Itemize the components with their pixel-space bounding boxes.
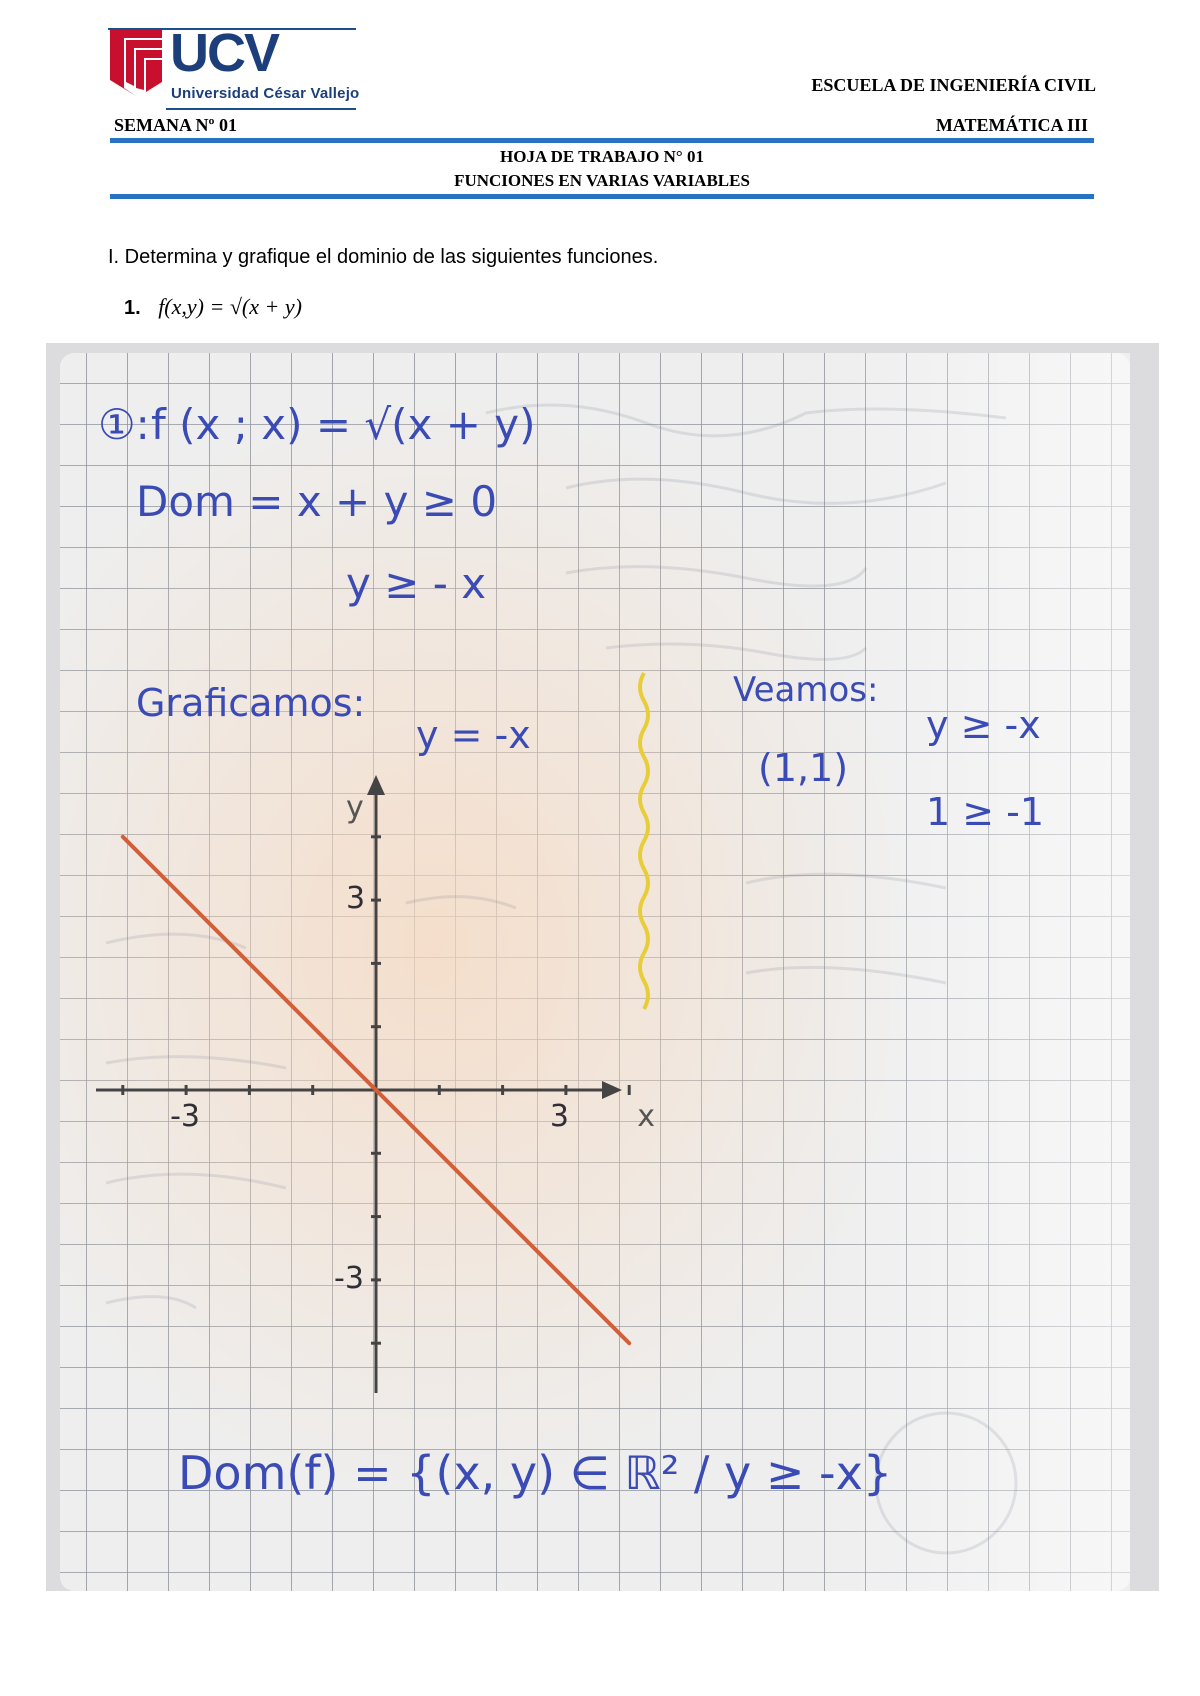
sheet-title: HOJA DE TRABAJO N° 01	[500, 147, 704, 166]
header-divider-bottom	[110, 194, 1094, 199]
line-equation-handwritten: y = -x	[416, 713, 531, 757]
logo-brand: UCV	[170, 23, 279, 83]
domain-line-handwritten: Dom = x + y ≥ 0	[136, 477, 498, 526]
problem-number: 1.	[124, 297, 141, 319]
y-axis-label: y	[346, 789, 364, 825]
header-divider-top	[110, 138, 1094, 143]
y-tick-label: -3	[334, 1260, 364, 1296]
week-label: SEMANA Nº 01	[114, 115, 237, 135]
ucv-shield-icon	[110, 30, 162, 96]
y-tick-label: 3	[346, 881, 366, 917]
solved-line-handwritten: y ≥ - x	[346, 559, 487, 608]
x-tick-label: -3	[170, 1099, 201, 1134]
x-axis-label: x	[637, 1099, 655, 1134]
check-heading-handwritten: Veamos:	[733, 670, 879, 710]
light-fade	[60, 353, 1130, 1591]
problem-statement	[124, 294, 302, 320]
function-line-handwritten: f (x ; x) = √(x + y)	[151, 400, 536, 449]
graph-heading-handwritten: Graficamos:	[136, 681, 366, 725]
instruction-text: I. Determina y grafique el dominio de las siguientes funciones.	[108, 246, 659, 268]
check-result-handwritten: 1 ≥ -1	[926, 790, 1045, 834]
domain-conclusion-handwritten: Dom(f) = {(x, y) ∈ ℝ² / y ≥ -x}	[178, 1446, 893, 1500]
check-point-handwritten: (1,1)	[758, 746, 849, 790]
logo-institution-name: Universidad César Vallejo	[171, 85, 360, 102]
problem-label-handwritten: ①:	[98, 400, 150, 449]
handwritten-notebook-photo	[46, 343, 1159, 1591]
x-tick-label: 3	[549, 1099, 569, 1134]
school-name: ESCUELA DE INGENIERÍA CIVIL	[811, 75, 1096, 95]
course-name: MATEMÁTICA III	[935, 115, 1088, 135]
logo-bottom-rule	[166, 108, 356, 110]
sheet-subtitle: FUNCIONES EN VARIAS VARIABLES	[454, 171, 750, 190]
check-inequality-handwritten: y ≥ -x	[926, 703, 1041, 747]
problem-formula: f(x,y) = √(x + y)	[158, 294, 302, 319]
